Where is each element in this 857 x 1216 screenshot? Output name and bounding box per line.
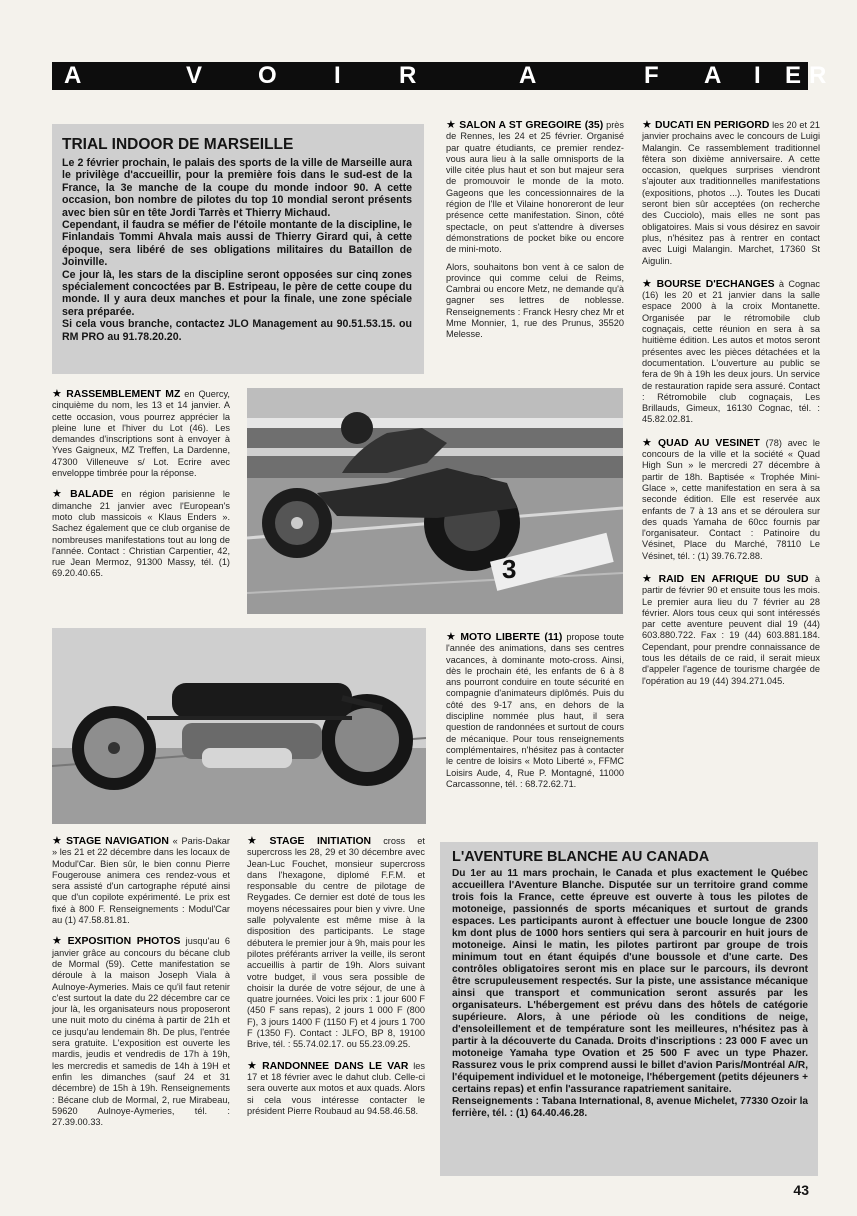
quad-heading: QUAD AU VESINET <box>658 437 760 449</box>
aventure-contact: Renseignements : Tabana International, 8, avenue Michelet, 77330 Ozoir la ferrière, tél. : (1) 64.40.46.28. <box>452 1096 809 1119</box>
bourse-article <box>642 279 820 426</box>
star-icon: ★ <box>642 436 656 449</box>
trial-paragraph: Le 2 février prochain, le palais des sports de la ville de Marseille aura le privilège d'accueillir, pour la première fois dans le sud-est de la France, la 3e manche de la coupe du monde indoor 90. A cette occasion, bon nombre de pilotes du top 10 mondial seront présents avec bien sûr en tête Jordi Tarrès et Thierry Michaud. <box>62 157 412 219</box>
star-icon: ★ <box>446 631 458 643</box>
raid-text: à partir de février 90 et ensuite tous les mois. Le premier aura lieu du 7 février au 28 février. Alors tous ceux qui sont intéressés par cette aventure peuvent dial 19 (44) 603.880.722. Fax : 19 (44) 603.881.184. Cependant, pour prendre connaissance de tous les détails de ce raid, il serait mieux d'appeler l'agence de tourisme chargée de l'opération au 19 (44) 394.271.045. <box>642 573 820 686</box>
banner-letter: A <box>519 62 537 89</box>
expo-text: jusqu'au 6 janvier grâce au concours du bécane club de Mormal (59). Cette manifestation se déroule à la maison Joseph Viala à Aulnoye-Aymeries. Mais ce qu'il faut retenir c'est surtout la date du 22 décembre car ce jour là, les organisateurs nous proposeront une nuit moto du cinéma à partir de 21h et ce jusqu'au lendemain 8h. De plus, l'entrée sera gratuite. L'exposition est ouverte les mardis, jeudis et vendredis de 17h à 19h, les mercredis et samedis de 14h à 19H et enfin les dimanches (sauf 24 et 31 décembre) de 15h à 19h. Renseignements : Bécane club de Mormal, 2, rue Mirabeau, 59620 Aulnoye-Aymeries, tél. : 27.39.00.33. <box>52 936 230 1128</box>
banner-letter: I <box>334 62 341 89</box>
banner-letter: F <box>644 62 659 89</box>
bourse-text: à Cognac (16) les 20 et 21 janvier dans la salle espace 2000 à la croix Montanette. Organisée par le rétromobile club cognaçais, cette réunion en sera à sa huitième édition. Les autos et motos seront présentes avec les pièces détachées et la documentation. L'ouverture au public se fera de 9h à 19h les deux jours. Un service de restauration rapide sera assuré. Contact : Rétromobile club cognaçais, Les Brillauds, Gimeux, 16130 Cognac, tél. : 45.82.02.81. <box>642 278 820 425</box>
ducati-article <box>642 120 820 267</box>
stage-init-heading: STAGE INITIATION <box>269 836 372 847</box>
dragster-illustration <box>247 388 623 614</box>
star-icon: ★ <box>247 835 267 847</box>
ducati-heading: DUCATI EN PERIGORD <box>655 120 770 131</box>
star-icon: ★ <box>52 935 65 948</box>
rassemblement-heading: RASSEMBLEMENT MZ <box>66 389 181 400</box>
svg-text:3: 3 <box>502 554 517 584</box>
trial-title: TRIAL INDOOR DE MARSEILLE <box>62 136 294 153</box>
page-number: 43 <box>793 1182 809 1198</box>
long-bike-illustration <box>52 628 426 824</box>
bourse-heading: BOURSE D'ECHANGES <box>656 278 775 290</box>
stage-nav-heading: STAGE NAVIGATION <box>66 836 169 847</box>
rassemblement-article <box>52 389 230 479</box>
salon-article <box>446 120 624 341</box>
expo-heading: EXPOSITION PHOTOS <box>67 936 181 948</box>
left-column-lower <box>52 836 230 1128</box>
banner-letter: R <box>809 62 827 89</box>
star-icon: ★ <box>642 572 656 585</box>
star-icon: ★ <box>642 119 652 131</box>
banner-letter: R <box>399 62 417 89</box>
banner-letter: O <box>258 62 277 89</box>
stage-nav-article <box>52 836 230 926</box>
stage-init-article <box>247 836 425 1051</box>
star-icon: ★ <box>52 388 64 400</box>
moto-liberte-heading: MOTO LIBERTE (11) <box>460 632 563 643</box>
trial-paragraph: Si cela vous branche, contactez JLO Management au 90.51.53.15. ou RM PRO au 91.78.20.20. <box>62 318 412 343</box>
dragster-photo <box>247 388 623 614</box>
trial-box <box>52 124 424 374</box>
trial-paragraph: Ce jour là, les stars de la discipline seront opposées sur cinq zones spécialement concoctées par B. Estripeau, le père de cette coupe du monde. Il y aura deux manches et pour la finale, une zone spéciale sera préparée. <box>62 268 412 318</box>
aventure-body <box>452 868 808 1120</box>
moto-liberte-text: propose toute l'année des animations, dans ses centres vacances, à dominante moto-cross. Ainsi, dès le prochain été, les enfants de 6 à 8 ans pourront conduire en toute sécurité en compagnie d'animateurs diplômés. Puis du côté des 9-17 ans, en dehors de la discipline nommée plus haut, il sera question de randonnées et surtout de cours de mécanique. Pour tous renseignements complémentaires, n'hésitez pas à contacter le centre de loisirs « Moto Liberté », FFMC Loisirs Aude, 4, Rue P. Montagné, 11000 Carcassonne, tél. : 68.72.62.71. <box>446 632 624 789</box>
balade-heading: BALADE <box>70 489 114 501</box>
right-column <box>642 120 820 687</box>
star-icon: ★ <box>247 1059 260 1072</box>
raid-heading: RAID EN AFRIQUE DU SUD <box>658 573 809 585</box>
raid-article <box>642 574 820 687</box>
stage-init-text: cross et supercross les 28, 29 et 30 décembre avec Jean-Luc Fouchet, monsieur supercross dans l'hexagone, diplomé F.F.M. et responsable du centre de pilotage de Reygades. Ce dernier est doté de tous les moyens nécessaires pour bien y vivre. Une salle polyvalente est même mise à la disposition des participants. Le stage débutera le premier jour à 9h, mais pour les pilotes préférants arriver la veille, ils seront accueillis à partir de 19h. Alors suivant votre budget, il vous sera possible de choisir la durée de votre séjour, de une à quatre journées. Voici les prix : 1 jour 600 F (450 F sans repas), 2 jours 1 000 F (800 F), 3 jours 1400 F (1150 F) et 4 jours 1 700 F (1350 F). Contact : JLFO, BP 8, 19100 Brive, tél. : 55.74.02.17. ou 55.23.09.25. <box>247 836 425 1050</box>
randonnee-article <box>247 1061 425 1117</box>
ducati-text: les 20 et 21 janvier prochains avec le concours de Luigi Malangin. Ce rassemblement traditionnel fêtera son dixième anniversaire. A cette occasion, quelques surprises viendront s'ajouter aux traditionnelles manifestations (expositions, photos ...). Toutes les Ducati seront bien sûr acceptées (on recherche des Cucciolo), mais elles ne sont pas obligatoires. Mais si vous désirez en savoir plus, n'hésitez pas à rentrer en contact avec Luigi Malangin. Marchet, 17360 St Aigulin. <box>642 120 820 266</box>
rassemblement-text: en Quercy, cinquième du nom, les 13 et 14 janvier. A cette occasion, vous pourrez apprécier la pleine lune et l'hiver du Lot (46). Les demandes d'inscriptions sont à envoyer à Yves Gaigneux, MZ Treffen, La Dardenne, 47300 Villeneuve s/ Lot. Ecrire avec enveloppe timbrée pour la réponse. <box>52 389 230 479</box>
banner-letter: A <box>704 62 722 89</box>
stage-nav-text: « Paris-Dakar » les 21 et 22 décembre dans les locaux de Modul'Car. Bien sûr, le bien connu Pierre Fougerouse animera ces rendez-vous et sera assisté d'un cartographe réputé ainsi que d'un copilote expérimenté. Le prix est fixé à 800 F. Renseignements : Modul'Car au (1) 47.58.81.81. <box>52 836 230 926</box>
banner-letter: A <box>64 62 82 89</box>
salon-text: près de Rennes, les 24 et 25 février. Organisé par quatre étudiants, ce premier rendez-vous aura lieu à la salle omnisports de la ville citée plus haut et son but majeur sera de promouvoir le monde de la moto. Gageons que les concessionnaires de la région de l'Ile et Vilaine honoreront de leur présence cette manifestation. Sinon, côté spectacle, on peut s'attendre à diverses démonstrations de pocket bike ou encore de mini-moto. <box>446 120 624 255</box>
left-column-upper <box>52 389 230 580</box>
section-banner <box>52 62 827 90</box>
balade-article <box>52 489 230 579</box>
quad-text: (78) avec le concours de la ville et la société « Quad High Sun » le mercredi 27 décembre à partir de 18h. Baptisée « Trophée Mini-Glace », cette manifestation en sera à sa seconde édition. Elle est reservée aux enfants de 7 à 13 ans et se déroulera sur des quads Yamaha de 60cc fournis par l'organisateur. Contact : Patinoire du Vésinet, Place du Marché, 78110 Le Vésinet, tél. : (1) 39.76.72.88. <box>642 437 820 561</box>
star-icon: ★ <box>642 277 654 290</box>
aventure-title: L'AVENTURE BLANCHE AU CANADA <box>452 849 710 865</box>
aventure-text: Du 1er au 11 mars prochain, le Canada et plus exactement le Québec accueillera l'Aventure Blanche. Disputée sur un territoire grand comme trois fois la France, cette épreuve est ouverte à tous les pilotes de motoneige, passionnés de sports mécaniques et surtout de grands espaces. Les participants auront à effectuer une boucle longue de 2300 km dont plus de 1000 hors sentiers qui sera à parcourir en huit jours de motoneige. Ainsi le matin, les pilotes partiront par groupe de trois minimum tout en étant équipés d'une boussole et d'une carte. Des contrôles obligatoires seront mis en place sur le parcours, ils devront être scrupuleusement respectés. Sur la piste, une assistance mécanique ainsi que transport et communication seront assurés par les organisateurs. L'hébergement est prévu dans des hôtels de catégorie supérieure. Alors, à une période où les conditions de neige, d'ensoleillement et de température sont les meilleures, n'hésitez pas à partir à la découverte du Canada. Droits d'inscriptions : 23 000 F avec un motoneige Yamaha type Ovation et 25 500 F avec un type Phazer. Rassurez vous le prix comprend aussi le billet d'avion Paris/Montréal A/R, l'équipement individuel et le motoneige, l'hébergement (petits déjeuners + certains repas) et enfin l'assurance rapatriement sanitaire. <box>452 868 808 1095</box>
salon-heading: SALON A ST GREGOIRE (35) <box>459 120 604 131</box>
middle-column-lower <box>247 836 425 1117</box>
banner-letter: V <box>186 62 203 89</box>
banner-letter-last: E <box>785 62 802 89</box>
salon-text-2: Alors, souhaitons bon vent à ce salon de province qui comme celui de Reims, Cambrai ou encore Metz, ne demande qu'à gagner ses lettres de noblesse. Renseignements : Franck Hesry chez Mr et Mme Monnier, 1, rue des Prunus, 35520 Melesse. <box>446 261 624 340</box>
balade-text: en région parisienne le dimanche 21 janvier avec l'European's moto club massicois « Klaus Enders ». Sachez également que ce club organise de nombreuses manifestations tout au long de l'année. Contact : Christian Carpentier, 42, rue Jean Mermoz, 91300 Massy, tél. (1) 69.20.40.65. <box>52 489 230 579</box>
expo-article <box>52 936 230 1128</box>
randonnee-heading: RANDONNEE DANS LE VAR <box>262 1060 409 1072</box>
star-icon: ★ <box>446 119 457 131</box>
moto-liberte-article <box>446 632 624 790</box>
long-bike-photo <box>52 628 426 824</box>
aventure-box <box>440 842 818 1176</box>
banner-letter: I <box>754 62 761 89</box>
star-icon: ★ <box>52 488 68 501</box>
quad-article <box>642 438 820 562</box>
randonnee-text: les 17 et 18 février avec le dahut club. Celle-ci sera ouverte aux motos et aux quads. Alors si cela vous intéresse contacter le président Pierre Roubaud au 94.58.46.58. <box>247 1060 425 1116</box>
star-icon: ★ <box>52 835 64 847</box>
trial-paragraph: Cependant, il faudra se méfier de l'étoile montante de la discipline, le Finlandais Tommi Ahvala mais aussi de Thierry Girard qui, à cette époque, sera libéré de ses obligations militaires du Bataillon de Joinville. <box>62 219 412 269</box>
trial-body <box>62 157 412 343</box>
